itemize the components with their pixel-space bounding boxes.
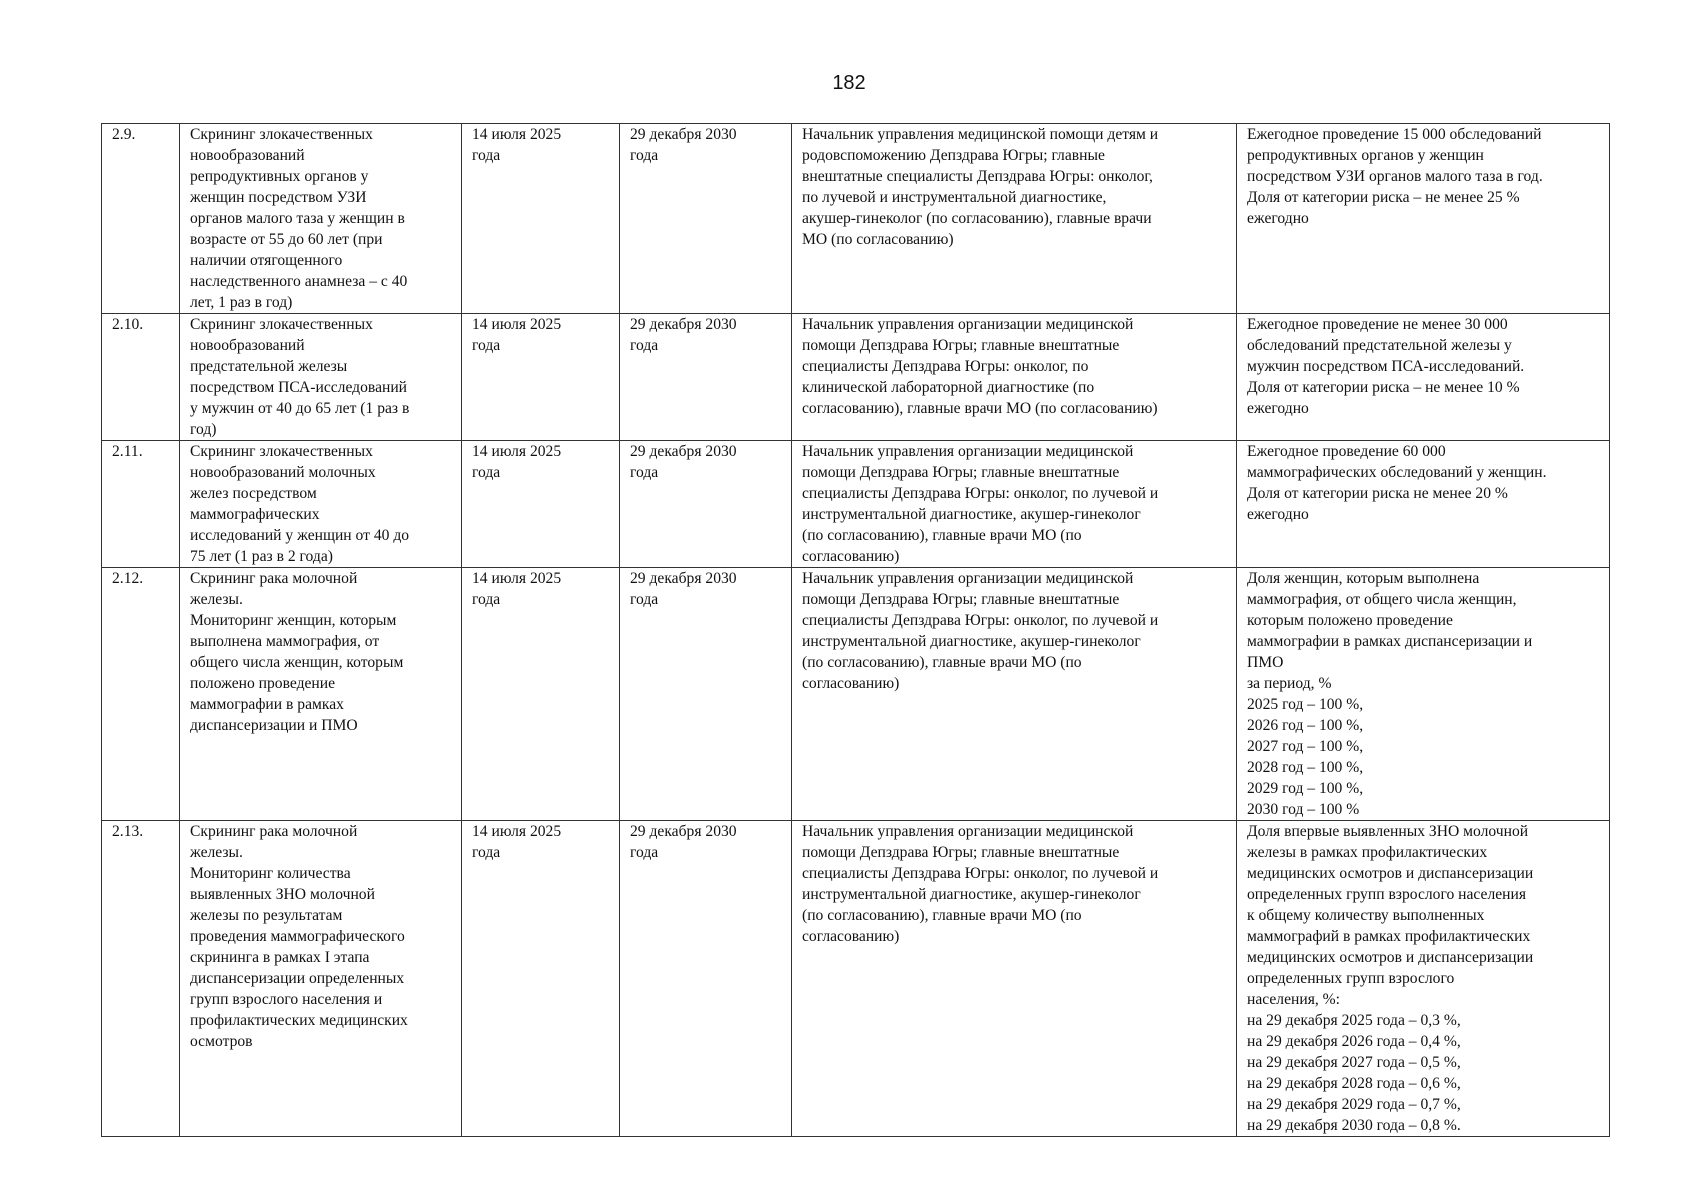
cell-text-line: Мониторинг количества <box>190 865 351 882</box>
cell-text-line: Доля от категории риска не менее 20 % <box>1247 485 1508 502</box>
cell-text-line: согласованию) <box>802 928 900 945</box>
cell-text-line: лет, 1 раз в год) <box>190 294 293 311</box>
cell-text-line: Доля женщин, которым выполнена <box>1247 570 1480 587</box>
cell-text-line: согласованию) <box>802 675 900 692</box>
cell-text-line: предстательной железы <box>190 358 348 375</box>
cell-text-line: клинической лабораторной диагностике (по <box>802 379 1095 396</box>
cell-text-line: новообразований <box>190 147 305 164</box>
responsible-cell <box>792 441 1237 568</box>
result-indicator-cell <box>1237 821 1610 1137</box>
cell-text-line: органов малого таза у женщин в <box>190 210 405 227</box>
page-number: 182 <box>832 72 866 94</box>
cell-text-line: репродуктивных органов у <box>190 168 369 185</box>
cell-text-line: Ежегодное проведение 15 000 обследований <box>1247 126 1542 143</box>
cell-text-line: определенных групп взрослого населения <box>1247 886 1527 903</box>
cell-text-line: на 29 декабря 2030 года – 0,8 %. <box>1247 1117 1461 1134</box>
measure-name-cell <box>180 441 462 568</box>
result-indicator-cell <box>1237 124 1610 314</box>
cell-text-line: выполнена маммография, от <box>190 633 380 650</box>
cell-text-line: диспансеризации и ПМО <box>190 717 358 734</box>
cell-text-line: года <box>630 591 659 608</box>
cell-text-line: инструментальной диагностике, акушер-гинеколог <box>802 886 1141 903</box>
cell-text-line: (по согласованию), главные врачи МО (по <box>802 654 1082 671</box>
measures-table <box>101 123 1610 1137</box>
table-body <box>102 124 1610 1137</box>
end-date-cell <box>620 568 792 821</box>
cell-text-line: родовспоможению Депздрава Югры; главные <box>802 147 1105 164</box>
cell-text-line: на 29 декабря 2025 года – 0,3 %, <box>1247 1012 1461 1029</box>
cell-text-line: Начальник управления организации медицинской <box>802 316 1134 333</box>
row-number: 2.11. <box>112 443 143 460</box>
cell-text-line: медицинских осмотров и диспансеризации <box>1247 949 1534 966</box>
cell-text-line: специалисты Депздрава Югры: онколог, по лучевой и <box>802 612 1159 629</box>
cell-text-line: на 29 декабря 2027 года – 0,5 %, <box>1247 1054 1461 1071</box>
cell-text-line: помощи Депздрава Югры; главные внештатные <box>802 844 1120 861</box>
responsible-cell <box>792 568 1237 821</box>
responsible-cell <box>792 314 1237 441</box>
cell-text-line: по лучевой и инструментальной диагностике, <box>802 189 1107 206</box>
cell-text-line: 29 декабря 2030 <box>630 443 737 460</box>
cell-text-line: Доля впервые выявленных ЗНО молочной <box>1247 823 1529 840</box>
cell-text-line: осмотров <box>190 1033 253 1050</box>
cell-text-line: года <box>472 464 501 481</box>
cell-text-line: 2030 год – 100 % <box>1247 801 1360 818</box>
cell-text-line: маммографических <box>190 506 320 523</box>
row-number-cell <box>102 124 180 314</box>
cell-text-line: ежегодно <box>1247 506 1309 523</box>
cell-text-line: года <box>472 844 501 861</box>
cell-text-line: Начальник управления медицинской помощи детям и <box>802 126 1159 143</box>
cell-text-line: 2029 год – 100 %, <box>1247 780 1364 797</box>
cell-text-line: исследований у женщин от 40 до <box>190 527 410 544</box>
cell-text-line: года <box>630 147 659 164</box>
cell-text-line: Скрининг злокачественных <box>190 443 373 460</box>
cell-text-line: на 29 декабря 2026 года – 0,4 %, <box>1247 1033 1461 1050</box>
measure-name-cell <box>180 568 462 821</box>
start-date-cell <box>462 124 620 314</box>
measure-name-cell <box>180 821 462 1137</box>
row-number: 2.12. <box>112 570 144 587</box>
measure-name-cell <box>180 314 462 441</box>
cell-text-line: маммографии в рамках <box>190 696 344 713</box>
cell-text-line: проведения маммографического <box>190 928 405 945</box>
cell-text-line: (по согласованию), главные врачи МО (по <box>802 527 1082 544</box>
cell-text-line: возрасте от 55 до 60 лет (при <box>190 231 383 248</box>
cell-text-line: года <box>472 147 501 164</box>
cell-text-line: 14 июля 2025 <box>472 443 562 460</box>
cell-text-line: железы в рамках профилактических <box>1247 844 1488 861</box>
cell-text-line: маммографии в рамках диспансеризации и <box>1247 633 1533 650</box>
cell-text-line: Скрининг злокачественных <box>190 126 373 143</box>
cell-text-line: профилактических медицинских <box>190 1012 408 1029</box>
cell-text-line: желез посредством <box>190 485 317 502</box>
cell-text-line: положено проведение <box>190 675 336 692</box>
measure-name-cell <box>180 124 462 314</box>
cell-text-line: железы. <box>190 844 243 861</box>
cell-text-line: мужчин посредством ПСА-исследований. <box>1247 358 1525 375</box>
cell-text-line: наследственного анамнеза – с 40 <box>190 273 408 290</box>
cell-text-line: ПМО <box>1247 654 1284 671</box>
cell-text-line: маммография, от общего числа женщин, <box>1247 591 1517 608</box>
cell-text-line: посредством ПСА-исследований <box>190 379 408 396</box>
cell-text-line: 2025 год – 100 %, <box>1247 696 1364 713</box>
cell-text-line: согласованию) <box>802 548 900 565</box>
cell-text-line: помощи Депздрава Югры; главные внештатные <box>802 337 1120 354</box>
result-indicator-cell <box>1237 314 1610 441</box>
cell-text-line: года <box>630 844 659 861</box>
cell-text-line: наличии отягощенного <box>190 252 343 269</box>
row-number-cell <box>102 314 180 441</box>
start-date-cell <box>462 821 620 1137</box>
cell-text-line: к общему количеству выполненных <box>1247 907 1485 924</box>
cell-text-line: 14 июля 2025 <box>472 823 562 840</box>
cell-text-line: групп взрослого населения и <box>190 991 383 1008</box>
cell-text-line: обследований предстательной железы у <box>1247 337 1512 354</box>
cell-text-line: Скрининг рака молочной <box>190 570 358 587</box>
cell-text-line: 2028 год – 100 %, <box>1247 759 1364 776</box>
cell-text-line: маммографических обследований у женщин. <box>1247 464 1547 481</box>
row-number: 2.10. <box>112 316 144 333</box>
cell-text-line: помощи Депздрава Югры; главные внештатные <box>802 464 1120 481</box>
cell-text-line: 29 декабря 2030 <box>630 316 737 333</box>
responsible-cell <box>792 124 1237 314</box>
cell-text-line: скрининга в рамках I этапа <box>190 949 370 966</box>
cell-text-line: железы. <box>190 591 243 608</box>
cell-text-line: МО (по согласованию) <box>802 231 954 248</box>
cell-text-line: 2026 год – 100 %, <box>1247 717 1364 734</box>
cell-text-line: железы по результатам <box>190 907 343 924</box>
start-date-cell <box>462 314 620 441</box>
cell-text-line: Скрининг рака молочной <box>190 823 358 840</box>
row-number: 2.13. <box>112 823 144 840</box>
start-date-cell <box>462 568 620 821</box>
cell-text-line: определенных групп взрослого <box>1247 970 1455 987</box>
cell-text-line: у мужчин от 40 до 65 лет (1 раз в <box>190 400 410 417</box>
cell-text-line: Мониторинг женщин, которым <box>190 612 397 629</box>
cell-text-line: репродуктивных органов у женщин <box>1247 147 1484 164</box>
cell-text-line: согласованию), главные врачи МО (по согласованию) <box>802 400 1158 417</box>
cell-text-line: новообразований молочных <box>190 464 376 481</box>
cell-text-line: года <box>630 337 659 354</box>
cell-text-line: 2027 год – 100 %, <box>1247 738 1364 755</box>
cell-text-line: Начальник управления организации медицинской <box>802 823 1134 840</box>
cell-text-line: ежегодно <box>1247 400 1309 417</box>
cell-text-line: Доля от категории риска – не менее 25 % <box>1247 189 1520 206</box>
cell-text-line: женщин посредством УЗИ <box>190 189 367 206</box>
responsible-cell <box>792 821 1237 1137</box>
cell-text-line: Доля от категории риска – не менее 10 % <box>1247 379 1520 396</box>
table-row <box>102 441 1610 568</box>
cell-text-line: Ежегодное проведение 60 000 <box>1247 443 1446 460</box>
cell-text-line: 14 июля 2025 <box>472 316 562 333</box>
cell-text-line: помощи Депздрава Югры; главные внештатные <box>802 591 1120 608</box>
row-number: 2.9. <box>112 126 136 143</box>
cell-text-line: населения, %: <box>1247 991 1340 1008</box>
table-row <box>102 821 1610 1137</box>
table-row <box>102 568 1610 821</box>
result-indicator-cell <box>1237 441 1610 568</box>
cell-text-line: которым положено проведение <box>1247 612 1453 629</box>
row-number-cell <box>102 821 180 1137</box>
cell-text-line: новообразований <box>190 337 305 354</box>
cell-text-line: Скрининг злокачественных <box>190 316 373 333</box>
cell-text-line: 14 июля 2025 <box>472 126 562 143</box>
table-row <box>102 314 1610 441</box>
cell-text-line: 29 декабря 2030 <box>630 126 737 143</box>
cell-text-line: за период, % <box>1247 675 1332 692</box>
row-number-cell <box>102 441 180 568</box>
cell-text-line: года <box>472 337 501 354</box>
cell-text-line: на 29 декабря 2029 года – 0,7 %, <box>1247 1096 1461 1113</box>
cell-text-line: выявленных ЗНО молочной <box>190 886 375 903</box>
cell-text-line: диспансеризации определенных <box>190 970 405 987</box>
cell-text-line: Начальник управления организации медицинской <box>802 570 1134 587</box>
cell-text-line: Ежегодное проведение не менее 30 000 <box>1247 316 1508 333</box>
cell-text-line: посредством УЗИ органов малого таза в год. <box>1247 168 1543 185</box>
cell-text-line: 29 декабря 2030 <box>630 823 737 840</box>
cell-text-line: общего числа женщин, которым <box>190 654 404 671</box>
cell-text-line: медицинских осмотров и диспансеризации <box>1247 865 1534 882</box>
start-date-cell <box>462 441 620 568</box>
cell-text-line: инструментальной диагностике, акушер-гинеколог <box>802 633 1141 650</box>
cell-text-line: Начальник управления организации медицинской <box>802 443 1134 460</box>
row-number-cell <box>102 568 180 821</box>
cell-text-line: акушер-гинеколог (по согласованию), главные врачи <box>802 210 1152 227</box>
cell-text-line: на 29 декабря 2028 года – 0,6 %, <box>1247 1075 1461 1092</box>
end-date-cell <box>620 441 792 568</box>
end-date-cell <box>620 124 792 314</box>
result-indicator-cell <box>1237 568 1610 821</box>
cell-text-line: специалисты Депздрава Югры: онколог, по <box>802 358 1089 375</box>
cell-text-line: года <box>630 464 659 481</box>
cell-text-line: специалисты Депздрава Югры: онколог, по лучевой и <box>802 485 1159 502</box>
cell-text-line: маммографий в рамках профилактических <box>1247 928 1531 945</box>
cell-text-line: инструментальной диагностике, акушер-гинеколог <box>802 506 1141 523</box>
cell-text-line: (по согласованию), главные врачи МО (по <box>802 907 1082 924</box>
end-date-cell <box>620 821 792 1137</box>
cell-text-line: год) <box>190 421 217 438</box>
cell-text-line: ежегодно <box>1247 210 1309 227</box>
end-date-cell <box>620 314 792 441</box>
cell-text-line: специалисты Депздрава Югры: онколог, по лучевой и <box>802 865 1159 882</box>
cell-text-line: 29 декабря 2030 <box>630 570 737 587</box>
cell-text-line: 14 июля 2025 <box>472 570 562 587</box>
cell-text-line: внештатные специалисты Депздрава Югры: онколог, <box>802 168 1153 185</box>
table-row <box>102 124 1610 314</box>
cell-text-line: года <box>472 591 501 608</box>
cell-text-line: 75 лет (1 раз в 2 года) <box>190 548 333 565</box>
